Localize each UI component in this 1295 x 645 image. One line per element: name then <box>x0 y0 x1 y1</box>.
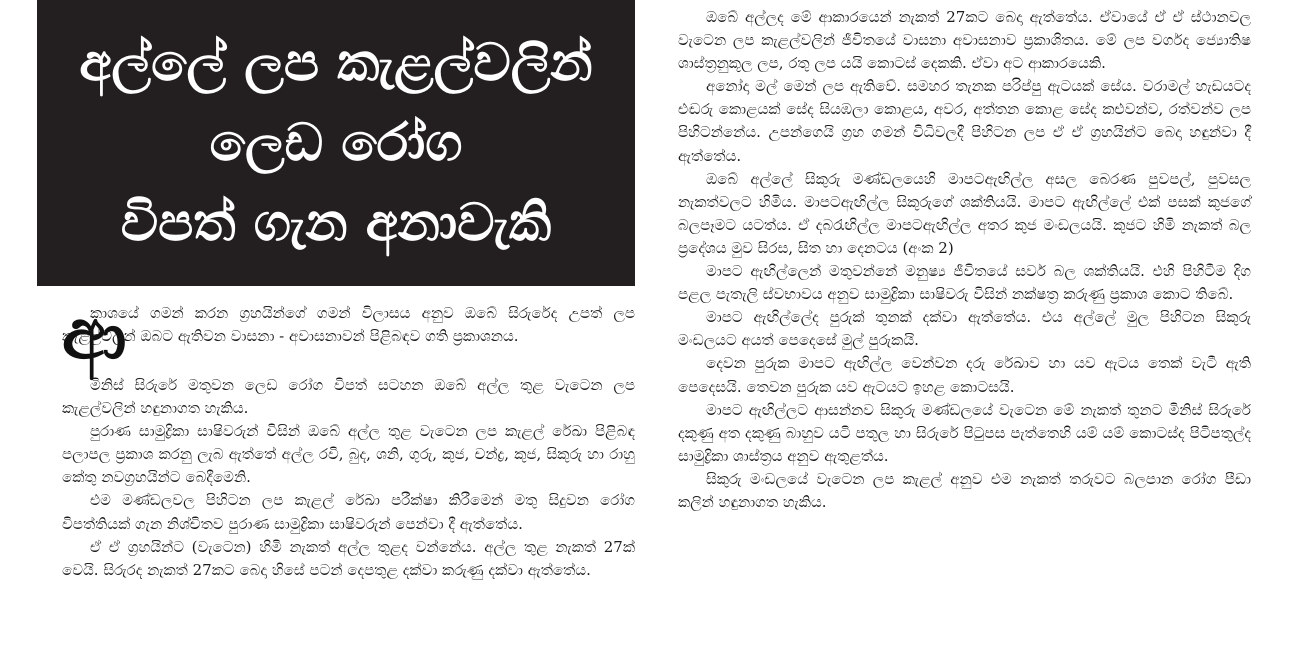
intro-paragraph: කාශයේ ගමන් කරන ග්‍රහයින්ගේ ගමන් විලාසය අනුව ඔබේ සිරුරේද උපත් ලප කැළල්වලින් ඔබට ඇතිවන වාසනා - අවාසනාවන් පිළිබඳව ගති ප්‍රකාශනය. <box>62 304 635 346</box>
left-paragraph-1: මිනිස් සිරුරේ මතුවන ලෙඩ රෝග විපත් සටහන ඔබේ අල්ල තුළ වැටෙන ලප කැළල්වලින් හඳුනාගත හැකිය. <box>62 376 635 418</box>
left-paragraph-4: ඒ ඒ ග්‍රහයින්ට (වැටෙන) හිමි නැකත් අල්ල තුළද වන්නේය. අල්ල තුළ නැකත් 27ක් වෙයි. සිරුරද නැකත් 27කට බෙදා හිසේ පටන් දෙපතුළ දක්වා කරුණු දක්වා ඇත්තේය. <box>62 537 635 579</box>
right-paragraph-8: සිකුරු මංඩලයේ වැටෙන ලප කැළල් අනුව එම නැකත් තරුවට බලපාන රෝග පීඩා කලින් හඳුනාගත හැකිය. <box>678 469 1251 511</box>
right-paragraph-1: ඔබේ අල්ලද මේ ආකාරයෙන් නැකත් 27කට බෙදා ඇත්තේය. ඒවායේ ඒ ඒ ස්ථානවල වැටෙන ලප කැළල්වලින් ජීවිතයේ වාසනා අවාසනාව ප්‍රකාශිතය. මේ ලප වර්ගද ජ්‍යොතිෂ ශාස්ත්‍රනුකූල ලප, රතු ලප යයි කොටස් දෙකකි. ඒවා අට ආකාරයෙකි. <box>678 8 1251 73</box>
right-paragraph-4: මාපට ඇඟිල්ලෙන් මතුවන්නේ මනුෂ්‍ය ජීවිතයේ සර්ව බල ශක්තියයි. එහි පිහිටීම දිග පළල පැතැලි ස්වභාවය අනුව සාමුද්‍රිකා සාෂිවරු විසින් නක්ෂත්‍ර කරුණු ප්‍රකාශ කොට තිබේ. <box>678 262 1251 304</box>
right-paragraph-7: මාපට ඇඟිල්ලට ආසන්නව සිකුරු මණ්ඩලයේ වැටෙන මේ නැකත් තුනට මිනිස් සිරුරේ දකුණු අත දකුණු බාහුව යටි පතුල හා සිරුරේ පිටුපස පැත්තෙහි යම් යම් කොටස්ද පිටිපතුල්ද සාමුද්‍රිකා ශාස්ත්‍රය අනුව ඇතුළත්ය. <box>678 400 1251 465</box>
headline-line-2: ලෙඩ රෝග <box>209 113 463 173</box>
right-column <box>678 6 1251 514</box>
left-paragraph-2: පුරාණ සාමුද්‍රිකා සාෂිවරුන් විසින් ඔබේ අල්ල තුළ වැටෙන ලප කැළල් රේඛා පිළිබඳ පලාපල ප්‍රකාශ කරනු ලැබ ඇත්තේ අල්ල රවි, බුද, ශනි, ගුරු, කුජ, චන්ද්‍ර, කුජ, සිකුරු හා රාහු කේතු නවග්‍රහයින්ට බෙදීමෙනි. <box>62 422 635 487</box>
right-paragraph-2: අනෝදා මල් මෙන් ලප ඇතිවේ. සමහර තැනක පරිප්පු ඇටයක් සේය. වරාමල් හැඩයටද එඬරු කොළයක් සේද සියඹලා කොළය, අවර, අත්තන කොළ සේද කළුවන්ව, රත්වන්ව ලප පිහිටන්නේය. උපන්ගෙයි ග්‍රහ ගමන් විධිවලදී පිහිටන ලප ඒ ඒ ග්‍රහයින්ට බෙදා හඳුන්වා දී ඇත්තේය. <box>678 77 1251 165</box>
right-paragraph-5: මාපට ඇඟිල්ලේද පුරුක් තුනක් දක්වා ඇත්තේය. එය අල්ලේ මුල පිහිටන සිකුරු මංඩලයට අයත් පෙදෙසේ මුල් පුරුකයි. <box>678 308 1251 350</box>
left-paragraph-3: එම මණ්ඩලවල පිහිටන ලප කැළල් රේඛා පරීක්ෂා කිරීමෙන් මතු සිදුවන රෝග විපත්තියක් ගැන නිශ්චිතව පුරාණ සාමුද්‍රිකා සාෂිවරුන් පෙන්වා දී ඇත්තේය. <box>62 491 635 533</box>
headline-line-3: විපත් ගැන අනාවැකි <box>120 193 552 253</box>
headline-box <box>37 0 635 286</box>
drop-cap: ආ <box>62 292 127 375</box>
left-column <box>62 292 635 582</box>
intro-block <box>62 292 635 375</box>
headline-line-1: අල්ලේ ලප කැළල්වලින් <box>79 33 593 93</box>
right-paragraph-3: ඔබේ අල්ලේ සිකුරු මණ්ඩලයෙහි මාපටඇඟිල්ල අසල බෙරණ පුවපල්, පුවසල නැකත්වලට හිමිය. මාපටඇඟිල්ල සිකුරුගේ ශක්තියයි. මාපට ඇඟිල්ලේ එක් පසක් කුජගේ බලපෑමට යටත්ය. ඒ දබරැඟිල්ල මාපටඇඟිල්ල අතර කුජ මංඩලයයි. කුජට හිමි නැකත් බල ප්‍රදේශය මුව සිරස, සිත හා දෙනටය (අංක 2) <box>678 169 1251 257</box>
right-paragraph-6: දෙවන පුරුක මාපට ඇඟිල්ල වෙන්වන දරු රේඛාව හා යව ඇටය තෙක් වැටී ඇති පෙදෙසයි. තෙවන පුරුක යව ඇටයට ඉහළ කොටසයි. <box>678 354 1251 396</box>
